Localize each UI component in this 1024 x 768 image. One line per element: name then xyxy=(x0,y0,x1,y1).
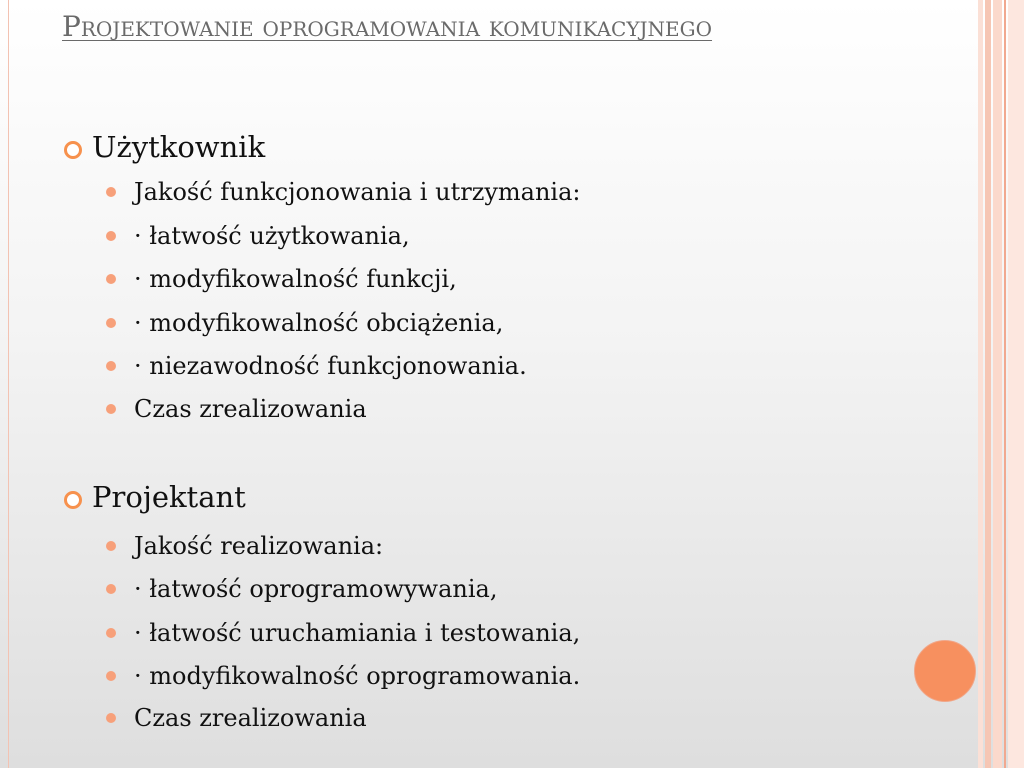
decorative-orange-circle xyxy=(914,640,976,702)
list-item: · łatwość oprogramowywania, xyxy=(134,575,498,603)
bullet-icon xyxy=(106,231,116,241)
list-item: · niezawodność funkcjonowania. xyxy=(134,352,527,380)
bullet-icon xyxy=(106,671,116,681)
slide-title: Projektowanie oprogramowania komunikacyjnego xyxy=(62,10,713,43)
bullet-icon xyxy=(106,187,116,197)
bullet-icon xyxy=(106,361,116,371)
section-bullet-icon xyxy=(64,141,82,159)
right-decorative-band xyxy=(1004,0,1006,768)
list-item: · modyfikowalność oprogramowania. xyxy=(134,662,581,690)
list-item: · łatwość uruchamiania i testowania, xyxy=(134,619,581,647)
right-decorative-band xyxy=(978,0,983,768)
list-item: Jakość funkcjonowania i utrzymania: xyxy=(134,178,581,206)
section-heading: Projektant xyxy=(92,480,246,514)
left-decorative-rule xyxy=(8,0,9,768)
list-item: · łatwość użytkowania, xyxy=(134,222,410,250)
bullet-icon xyxy=(106,584,116,594)
bullet-icon xyxy=(106,318,116,328)
bullet-icon xyxy=(106,541,116,551)
bullet-icon xyxy=(106,404,116,414)
bullet-icon xyxy=(106,628,116,638)
list-item: Czas zrealizowania xyxy=(134,704,367,732)
list-item: Jakość realizowania: xyxy=(134,532,384,560)
right-decorative-band xyxy=(993,0,1002,768)
list-item: Czas zrealizowania xyxy=(134,395,367,423)
right-decorative-band xyxy=(1008,0,1024,768)
bullet-icon xyxy=(106,274,116,284)
list-item: · modyfikowalność obciążenia, xyxy=(134,309,504,337)
list-item: · modyfikowalność funkcji, xyxy=(134,265,457,293)
section-bullet-icon xyxy=(64,491,82,509)
section-heading: Użytkownik xyxy=(92,130,266,164)
right-decorative-band xyxy=(985,0,991,768)
bullet-icon xyxy=(106,713,116,723)
